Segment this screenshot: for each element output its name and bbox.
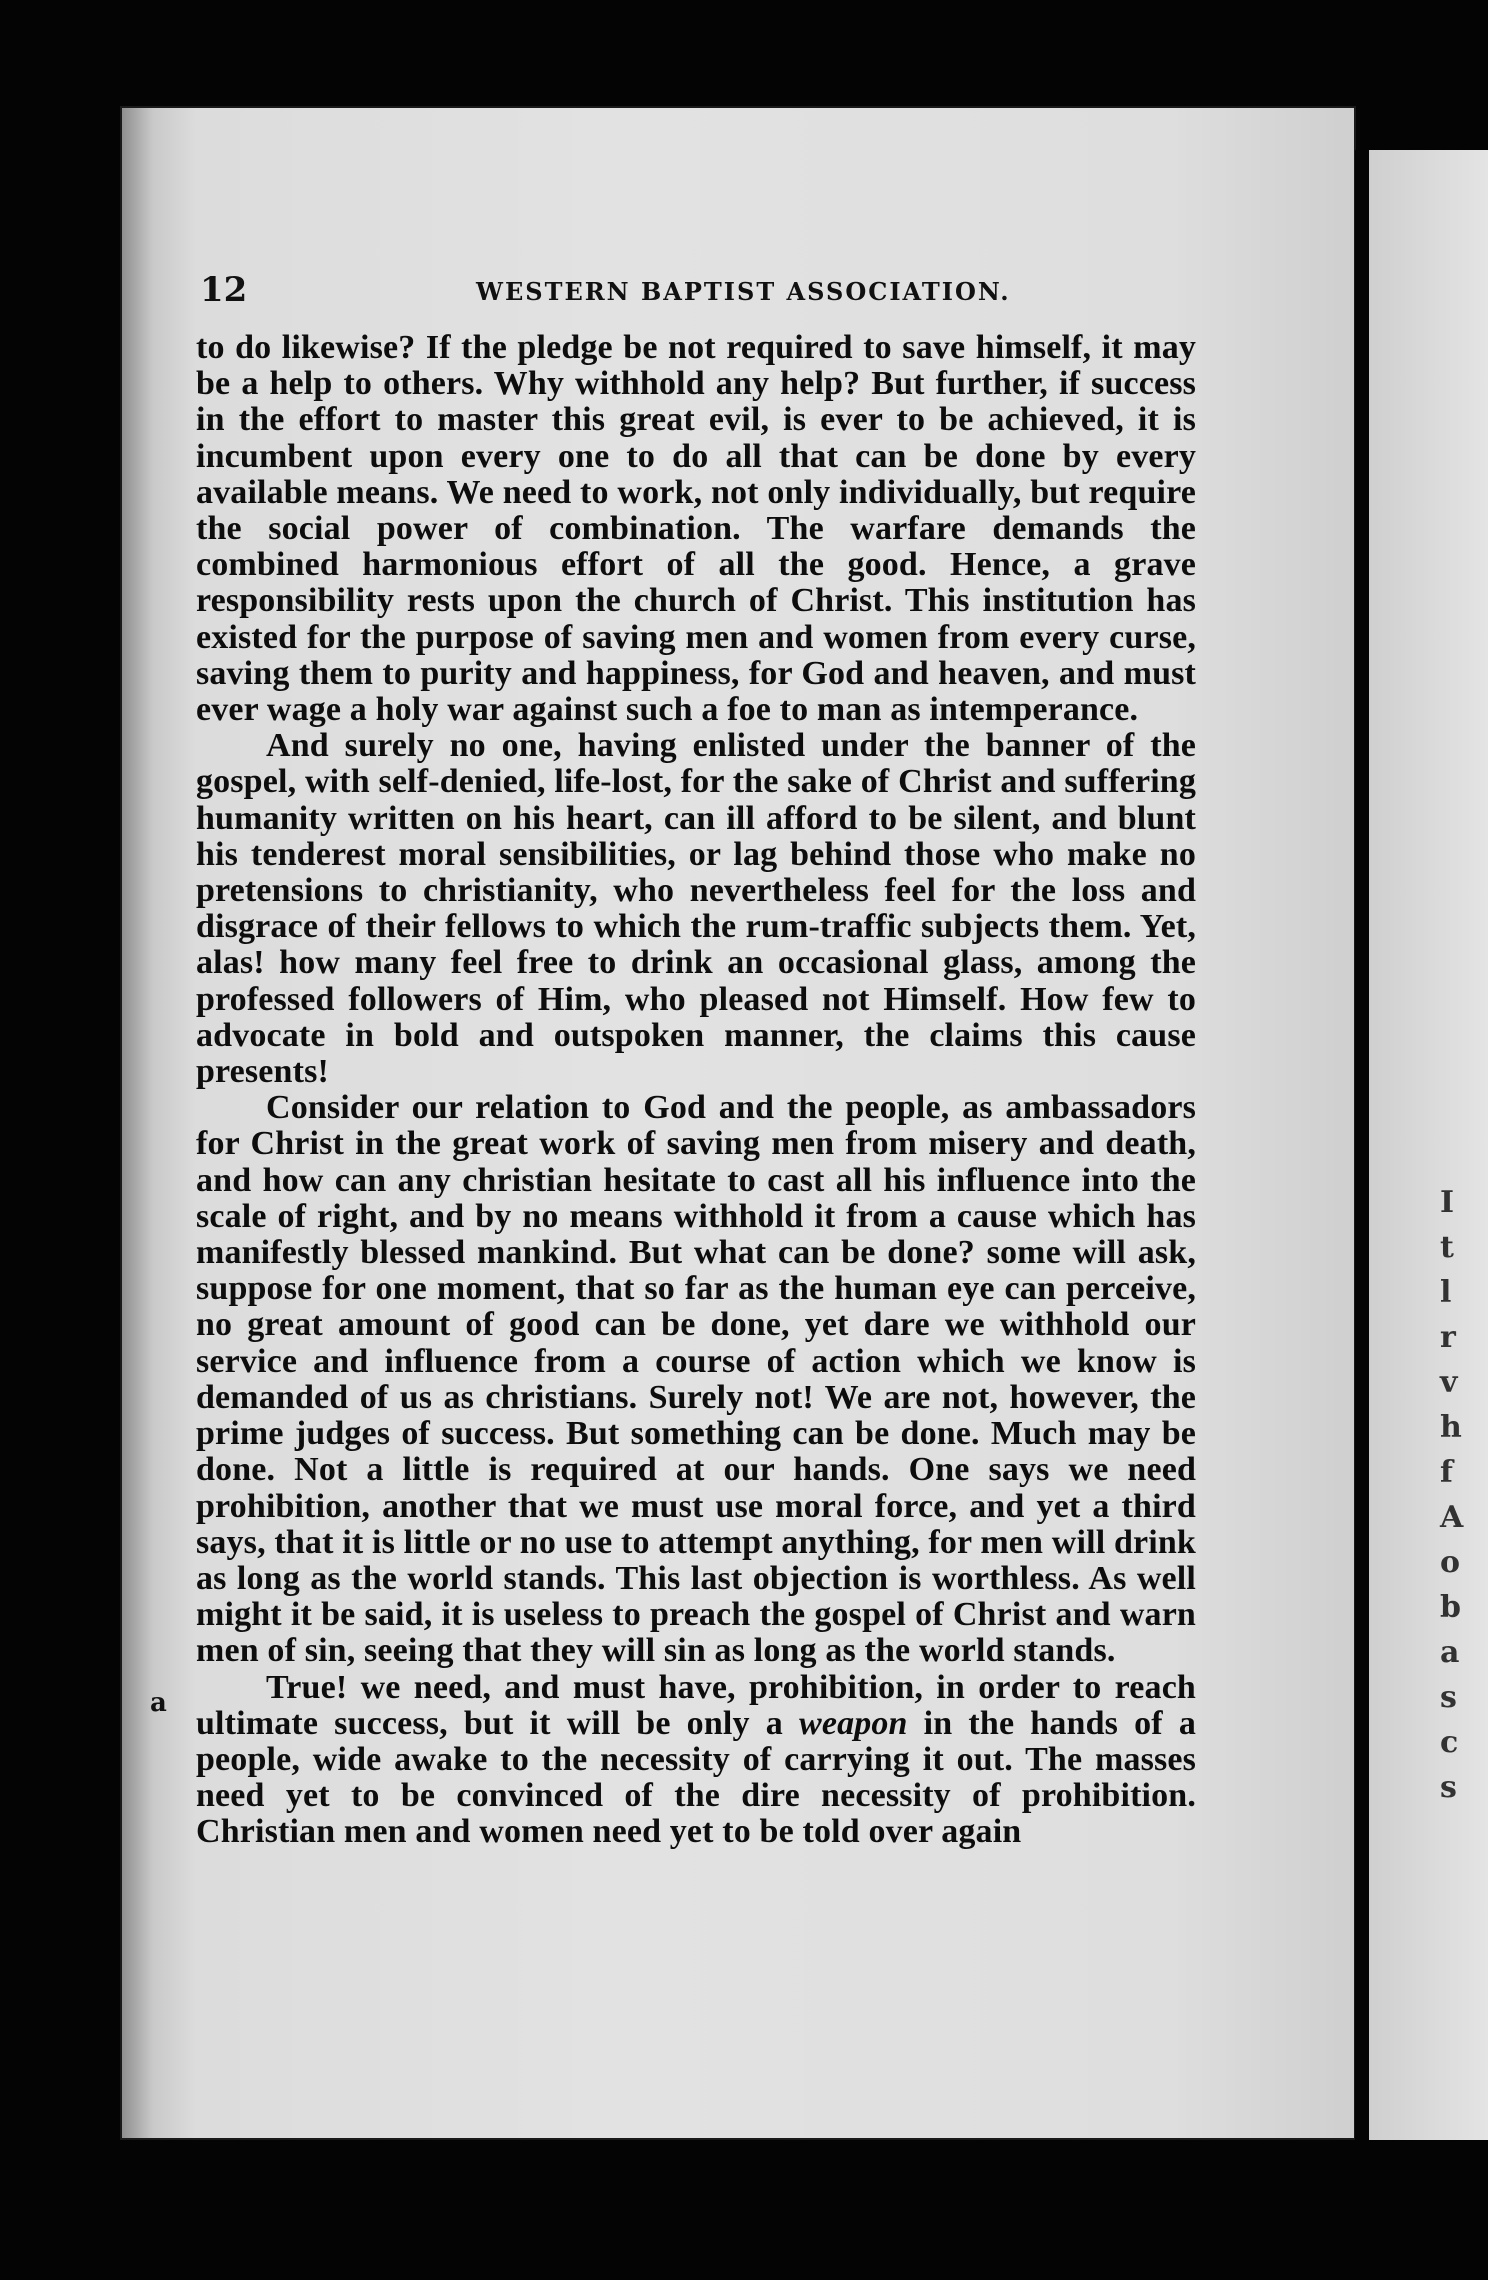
- emphasized-word: weapon: [799, 1704, 908, 1742]
- paragraph-2: And surely no one, having enlisted under the banner of the gospel, with self-denied, life-lost, for the sake of Christ and suffering humanity written on his heart, can ill afford to be silent, and blunt his tenderest moral sensibilities, or lag behind those who make no pretensions to christianity, who nevertheless feel for the loss and disgrace of their fellows to which the rum-traffic subjects them. Yet, alas! how many feel free to drink an occasional glass, among the professed followers of Him, who pleased not Himself. How few to advocate in bold and outspoken manner, the claims this cause presents!: [196, 727, 1196, 1091]
- running-head: [200, 270, 1270, 310]
- page-number: 12: [200, 270, 248, 310]
- facing-page-letters: I t l r v h f A o b a s c s: [1440, 1185, 1464, 1805]
- facing-page-edge: [1369, 150, 1488, 2140]
- paragraph-3: Consider our relation to God and the people, as ambassadors for Christ in the great work of saving men from misery and death, and how can any christian hesitate to cast all his influence into the scale of right, and by no means withhold it from a cause which has manifestly blessed mankind. But what can be done? some will ask, suppose for one moment, that so far as the human eye can perceive, no great amount of good can be done, yet dare we withhold our service and influence from a course of action which we know is demanded of us as christians. Surely not! We are not, however, the prime judges of success. But something can be done. Much may be done. Not a little is required at our hands. One says we need prohibition, another that we must use moral force, and yet a third says, that it is little or no use to attempt anything, for men will drink as long as the world stands. This last objection is worthless. As well might it be said, it is useless to preach the gospel of Christ and warn men of sin, seeing that they will sin as long as the world stands.: [196, 1089, 1196, 1670]
- body-text: [196, 330, 1196, 1851]
- paragraph-4: [196, 1670, 1196, 1851]
- paragraph-4-before: True! we need, and must have, prohibition, in order to reach ultimate success, but it will be only a: [196, 1668, 1196, 1742]
- margin-mark: a: [150, 1688, 167, 1718]
- paragraph-4-after: in the hands of a people, wide awake to the necessity of carrying it out. The masses need yet to be convinced of the dire necessity of prohibition. Christian men and women need yet to be told over again: [196, 1704, 1196, 1851]
- book-gutter: [1355, 150, 1369, 2140]
- running-head-title: WESTERN BAPTIST ASSOCIATION.: [476, 277, 1011, 306]
- paragraph-1: to do likewise? If the pledge be not required to save himself, it may be a help to others. Why withhold any help? But further, if success in the effort to master this great evil, is ever to be achieved, it is incumbent upon every one to do all that can be done by every available means. We need to work, not only individually, but require the social power of combination. The warfare demands the combined harmonious effort of all the good. Hence, a grave responsibility rests upon the church of Christ. This institution has existed for the purpose of saving men and women from every curse, saving them to purity and happiness, for God and heaven, and must ever wage a holy war against such a foe to man as intemperance.: [196, 329, 1196, 729]
